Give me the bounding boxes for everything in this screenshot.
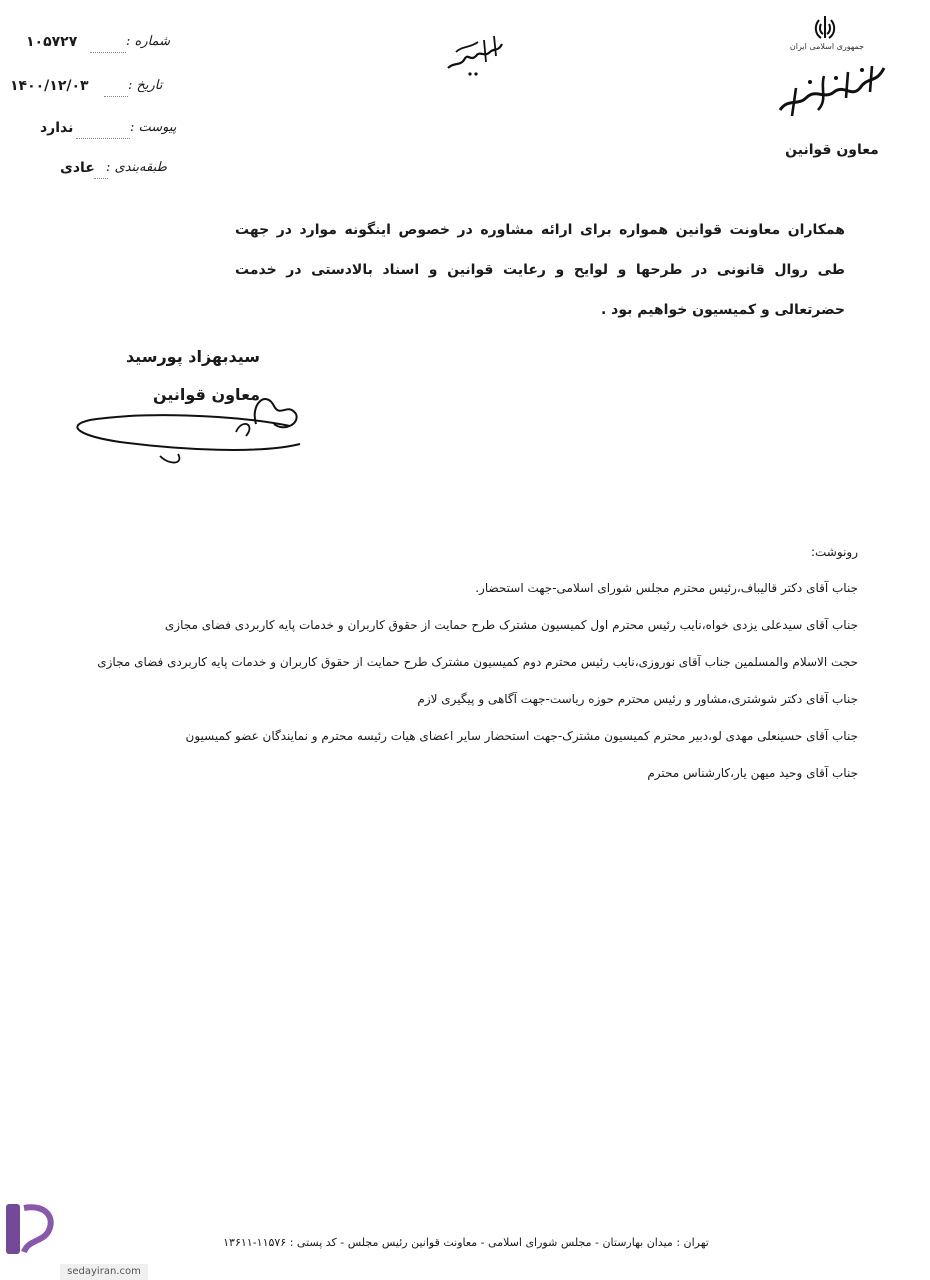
org-unit: معاون قوانین: [785, 142, 879, 158]
number-label: شماره :: [126, 34, 170, 49]
attachment-row: [0, 116, 180, 144]
invocation-calligraphy: [440, 22, 510, 82]
cc-item: جناب آقای دکتر قالیباف،رئیس محترم مجلس شورای اسلامی-جهت استحضار.: [475, 581, 858, 595]
cc-item: جناب آقای سیدعلی یزدی خواه،نایب رئیس محترم اول کمیسیون مشترک طرح حمایت از حقوق کاربران و خدمات پایه کاربردی فضای مجازی: [164, 618, 858, 632]
cc-heading: رونوشت:: [810, 545, 858, 559]
attachment-label: پیوست :: [130, 120, 177, 135]
date-row: [0, 72, 180, 100]
letter-number: ۱۰۵۷۲۷: [26, 34, 78, 50]
classification-value: عادی: [60, 160, 95, 176]
signer-name: سیدبهزاد پورسید: [125, 347, 260, 366]
dotted-line: [76, 138, 130, 139]
handwritten-signature: [60, 384, 310, 474]
cc-item: حجت الاسلام والمسلمین جناب آقای نوروزی،نایب رئیس محترم دوم کمیسیون مشترک طرح حمایت از حقوق کاربران و خدمات پایه کاربردی فضای مجازی: [97, 655, 858, 669]
number-row: [0, 28, 180, 56]
invocation-text: باسمه تعالی: [475, 80, 481, 81]
signer-title: معاون قوانین: [152, 385, 260, 404]
org-header: [772, 14, 892, 158]
watermark-logo-icon: [2, 1198, 60, 1258]
cc-item: جناب آقای دکتر شوشتری،مشاور و رئیس محترم حوزه ریاست-جهت آگاهی و پیگیری لازم: [417, 692, 858, 706]
watermark: [0, 1192, 170, 1280]
org-name-text: مجلس شورای اسلامی: [832, 122, 842, 123]
org-name-calligraphy: [772, 58, 892, 124]
attachment-value: ندارد: [40, 120, 74, 136]
cc-item: جناب آقای حسینعلی مهدی لو،دبیر محترم کمیسیون مشترک-جهت استحضار سایر اعضای هیات رئیسه محترم و نمایندگان عضو کمیسیون: [185, 729, 858, 743]
org-subtitle: جمهوری اسلامی ایران: [789, 42, 865, 51]
emblem-icon: [810, 14, 840, 42]
classification-row: [0, 156, 180, 184]
dotted-line: [90, 52, 126, 53]
cc-list: [40, 542, 858, 800]
letter-date: ۱۴۰۰/۱۲/۰۳: [10, 78, 89, 94]
footer-address: تهران : میدان بهارستان - مجلس شورای اسلامی - معاونت قوانین رئیس مجلس - کد پستی : ۱۱۵۷۶-۱۳۶۱۱: [223, 1236, 709, 1249]
letter-body: همکاران معاونت قوانین همواره برای ارائه مشاوره در خصوص اینگونه موارد در جهت طی روال قانونی در طرحها و لوایح و رعایت قوانین و اسناد بالادستی در خدمت حضرتعالی و کمیسیون خواهیم بود .: [235, 222, 845, 318]
dotted-line: [94, 178, 108, 179]
classification-label: طبقه‌بندی :: [106, 160, 167, 175]
watermark-site: sedayiran.com: [60, 1264, 148, 1280]
date-label: تاریخ :: [128, 78, 163, 93]
cc-item: جناب آقای وحید میهن یار،کارشناس محترم: [647, 766, 858, 780]
dotted-line: [104, 96, 128, 97]
